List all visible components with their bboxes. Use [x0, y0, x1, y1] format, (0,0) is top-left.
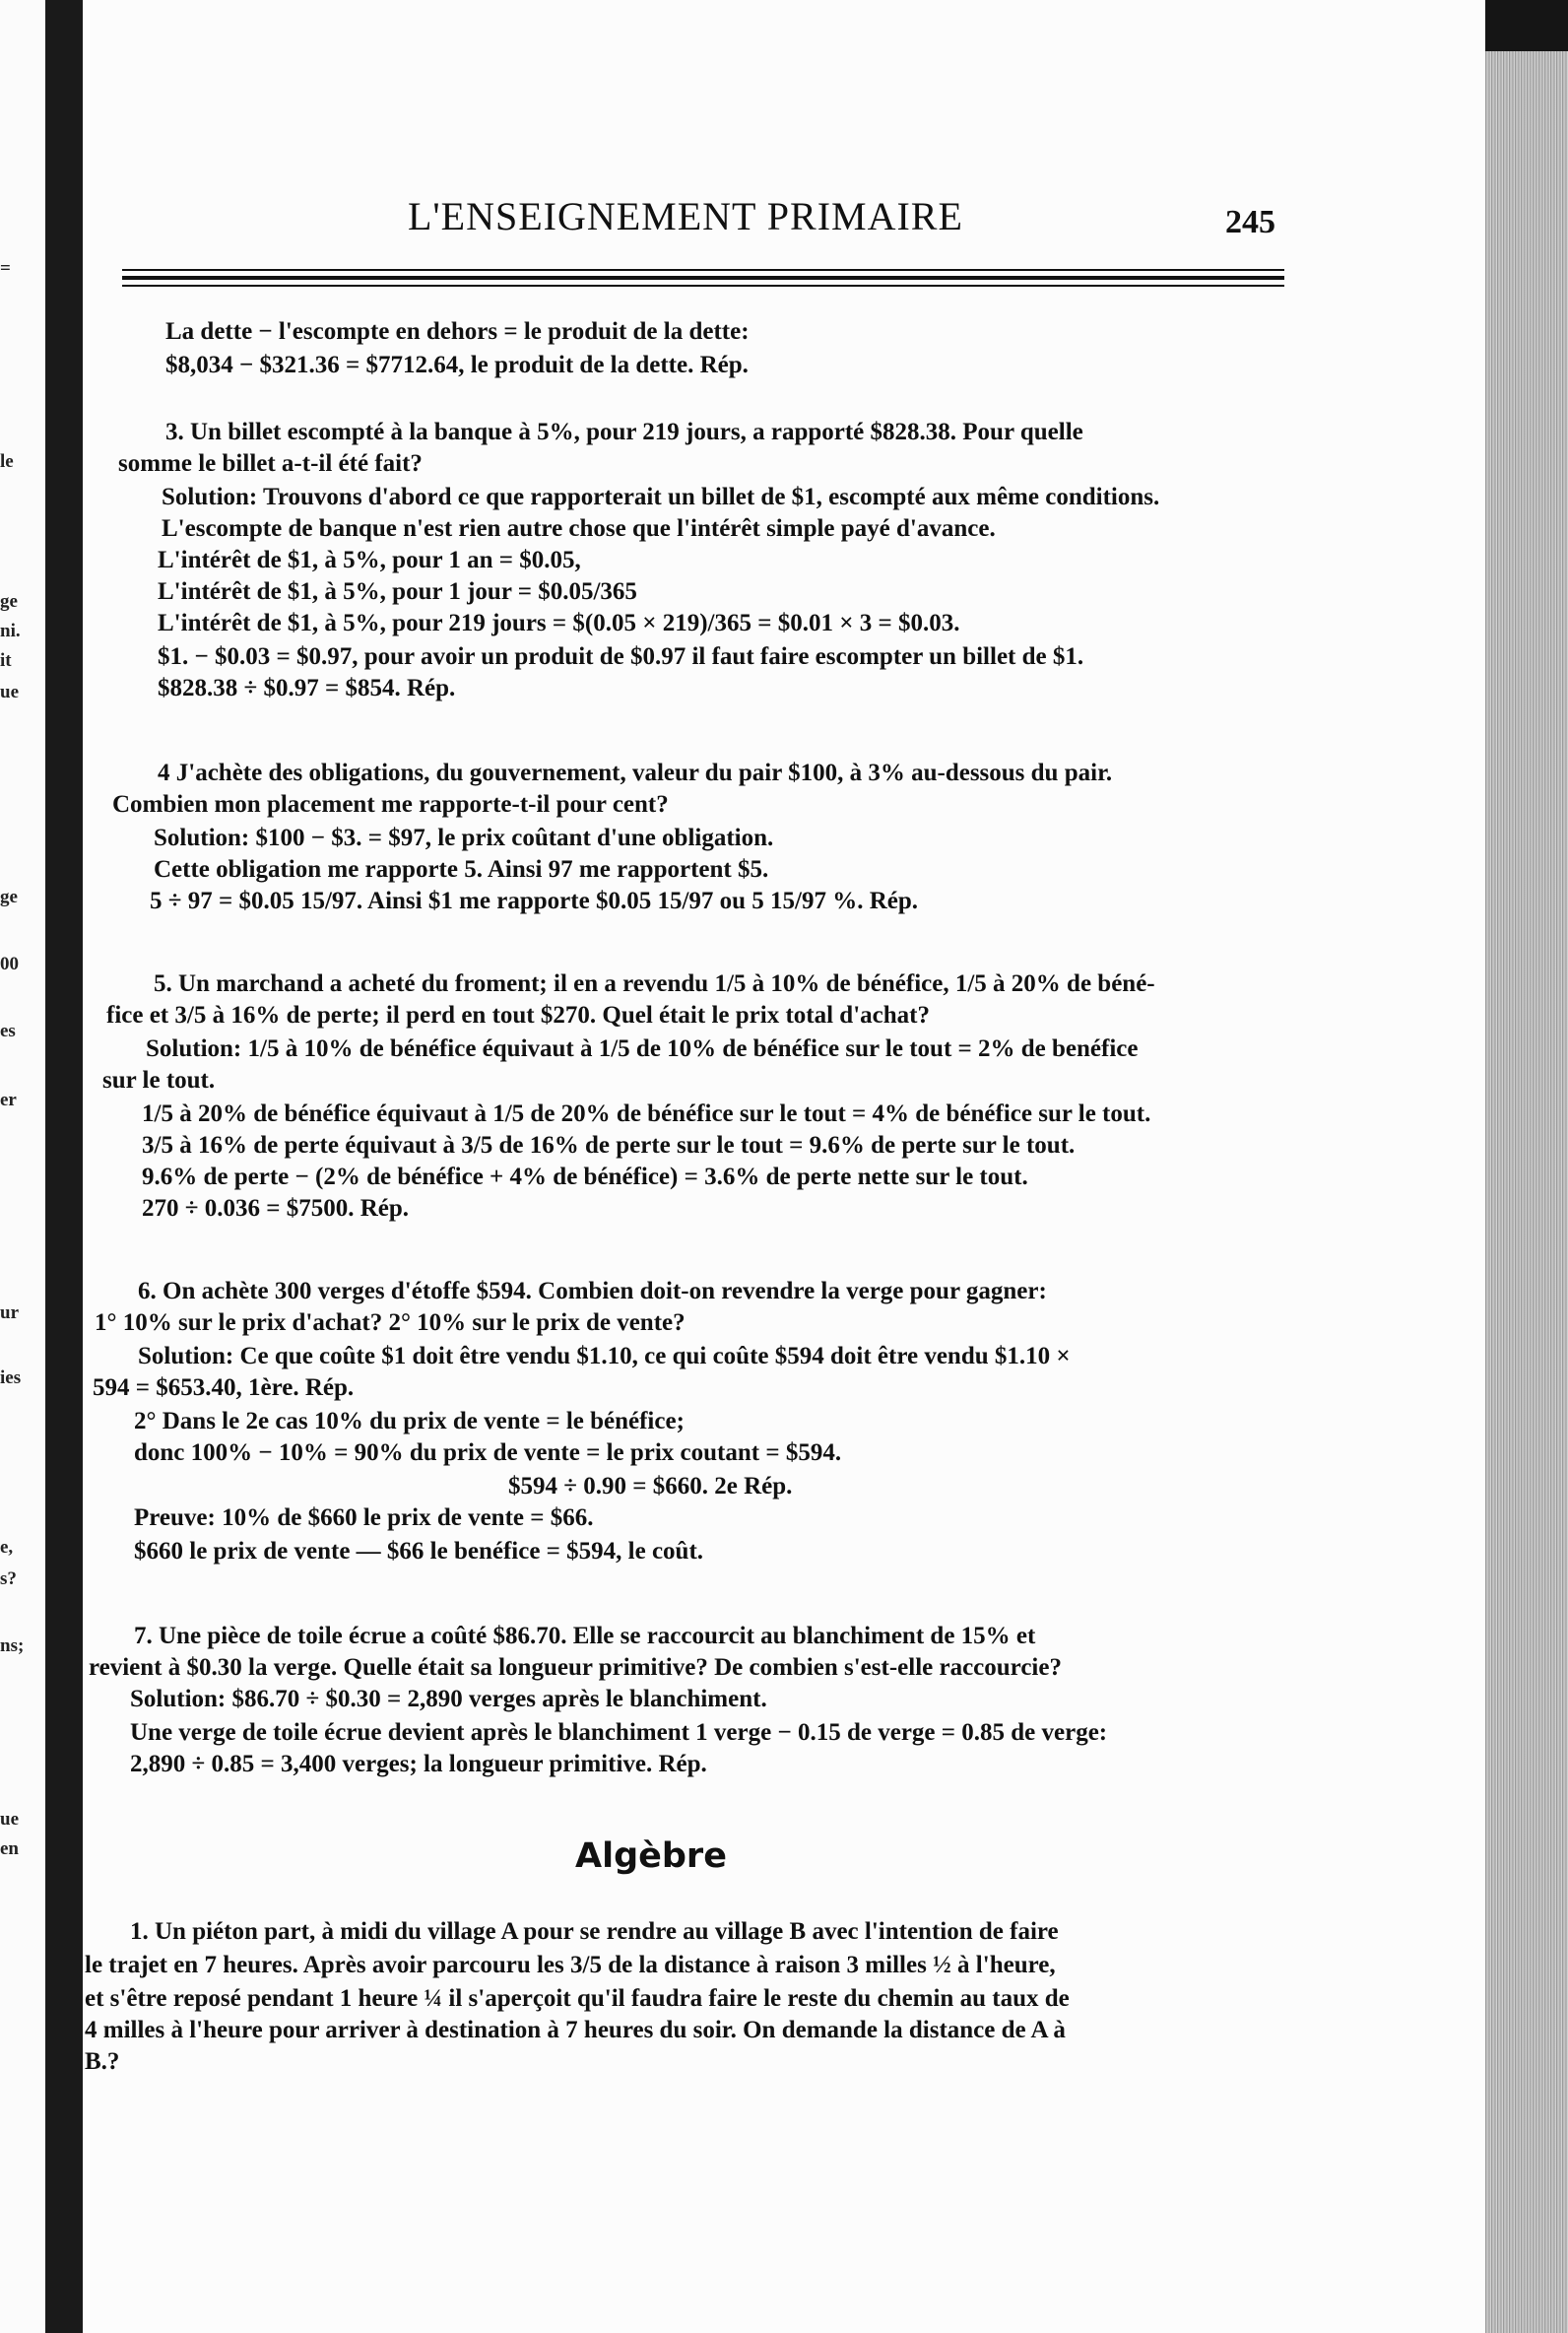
text-line: 5. Un marchand a acheté du froment; il en a revendu 1/5 à 10% de bénéfice, 1/5 à 20% de béné-: [154, 970, 1155, 997]
text-line: le trajet en 7 heures. Après avoir parcouru les 3/5 de la distance à raison 3 milles ½ à l'heure,: [85, 1952, 1056, 1978]
book-page: [83, 0, 1485, 2333]
margin-fragment: er: [0, 1090, 17, 1110]
margin-fragment: es: [0, 1021, 16, 1041]
text-line: 5 ÷ 97 = $0.05 15/97. Ainsi $1 me rapporte $0.05 15/97 ou 5 15/97 %. Rép.: [150, 888, 919, 914]
text-line: 4 milles à l'heure pour arriver à destination à 7 heures du soir. On demande la distance de A à: [85, 2017, 1066, 2043]
margin-fragment: ue: [0, 682, 19, 702]
text-line: donc 100% − 10% = 90% du prix de vente = le prix coutant = $594.: [134, 1439, 842, 1466]
margin-fragment: s?: [0, 1568, 17, 1589]
text-line: $8,034 − $321.36 = $7712.64, le produit de la dette. Rép.: [165, 352, 749, 378]
text-line: 594 = $653.40, 1ère. Rép.: [93, 1374, 355, 1401]
text-line: 1/5 à 20% de bénéfice équivaut à 1/5 de 20% de bénéfice sur le tout = 4% de bénéfice sur le tout.: [142, 1100, 1151, 1127]
text-line: 4 J'achète des obligations, du gouvernement, valeur du pair $100, à 3% au-dessous du pair.: [158, 760, 1113, 786]
facing-page-edge: [0, 0, 45, 2333]
header-rule: [122, 276, 1284, 280]
text-line: Solution: Ce que coûte $1 doit être vendu $1.10, ce qui coûte $594 doit être vendu $1.10 ×: [138, 1343, 1071, 1369]
text-line: Une verge de toile écrue devient après le blanchiment 1 verge − 0.15 de verge = 0.85 de verge:: [130, 1719, 1108, 1746]
margin-fragment: ni.: [0, 621, 21, 641]
text-line: sur le tout.: [102, 1067, 216, 1094]
page-number: 245: [1225, 204, 1275, 240]
margin-fragment: e,: [0, 1537, 14, 1558]
text-line: 6. On achète 300 verges d'étoffe $594. Combien doit-on revendre la verge pour gagner:: [138, 1278, 1047, 1304]
text-line: revient à $0.30 la verge. Quelle était sa longueur primitive? De combien s'est-elle raccourcie?: [89, 1654, 1062, 1681]
text-line: 3/5 à 16% de perte équivaut à 3/5 de 16% de perte sur le tout = 9.6% de perte sur le tout.: [142, 1132, 1076, 1159]
text-line: 1. Un piéton part, à midi du village A pour se rendre au village B avec l'intention de faire: [130, 1918, 1059, 1945]
text-line: $828.38 ÷ $0.97 = $854. Rép.: [158, 675, 456, 701]
text-line: Combien mon placement me rapporte-t-il pour cent?: [112, 791, 669, 818]
page-stack-edge: [1485, 51, 1568, 2333]
text-line: L'intérêt de $1, à 5%, pour 219 jours = $(0.05 × 219)/365 = $0.01 × 3 = $0.03.: [158, 610, 960, 636]
text-line: Preuve: 10% de $660 le prix de vente = $66.: [134, 1504, 594, 1531]
margin-fragment: ns;: [0, 1635, 25, 1656]
header-rule: [122, 285, 1284, 287]
text-line: 2,890 ÷ 0.85 = 3,400 verges; la longueur primitive. Rép.: [130, 1751, 707, 1777]
text-line: 7. Une pièce de toile écrue a coûté $86.70. Elle se raccourcit au blanchiment de 15% et: [134, 1623, 1036, 1649]
margin-fragment: 00: [0, 954, 19, 974]
text-line: $660 le prix de vente — $66 le benéfice = $594, le coût.: [134, 1538, 704, 1565]
text-line: $594 ÷ 0.90 = $660. 2e Rép.: [508, 1473, 793, 1500]
margin-fragment: le: [0, 451, 14, 472]
text-line: et s'être reposé pendant 1 heure ¼ il s'aperçoit qu'il faudra faire le reste du chemin au taux de: [85, 1985, 1070, 2012]
text-line: 270 ÷ 0.036 = $7500. Rép.: [142, 1195, 410, 1222]
text-line: somme le billet a-t-il été fait?: [118, 450, 423, 477]
text-line: 9.6% de perte − (2% de bénéfice + 4% de bénéfice) = 3.6% de perte nette sur le tout.: [142, 1164, 1028, 1190]
text-line: 3. Un billet escompté à la banque à 5%, pour 219 jours, a rapporté $828.38. Pour quelle: [165, 419, 1083, 445]
text-line: Solution: $86.70 ÷ $0.30 = 2,890 verges après le blanchiment.: [130, 1686, 767, 1712]
section-title: Algèbre: [575, 1836, 727, 1876]
margin-fragment: ge: [0, 887, 18, 907]
running-title: L'ENSEIGNEMENT PRIMAIRE: [408, 194, 963, 238]
margin-fragment: en: [0, 1838, 19, 1859]
text-line: 1° 10% sur le prix d'achat? 2° 10% sur le prix de vente?: [95, 1309, 686, 1336]
text-line: Solution: Trouvons d'abord ce que rapporterait un billet de $1, escompté aux même conditions.: [162, 484, 1160, 510]
header-rule: [122, 269, 1284, 271]
background-corner: [1473, 0, 1568, 55]
text-line: L'intérêt de $1, à 5%, pour 1 an = $0.05,: [158, 547, 581, 573]
text-line: Cette obligation me rapporte 5. Ainsi 97 me rapportent $5.: [154, 856, 769, 883]
text-line: $1. − $0.03 = $0.97, pour avoir un produit de $0.97 il faut faire escompter un billet de $1.: [158, 643, 1084, 670]
book-gutter: [45, 0, 85, 2333]
margin-fragment: ies: [0, 1367, 22, 1388]
text-line: fice et 3/5 à 16% de perte; il perd en tout $270. Quel était le prix total d'achat?: [106, 1002, 930, 1029]
margin-fragment: =: [0, 258, 11, 279]
margin-fragment: ue: [0, 1809, 19, 1830]
margin-fragment: ge: [0, 591, 18, 612]
text-line: Solution: $100 − $3. = $97, le prix coûtant d'une obligation.: [154, 825, 774, 851]
text-line: 2° Dans le 2e cas 10% du prix de vente = le bénéfice;: [134, 1408, 685, 1434]
text-line: L'intérêt de $1, à 5%, pour 1 jour = $0.05/365: [158, 578, 637, 605]
text-line: L'escompte de banque n'est rien autre chose que l'intérêt simple payé d'avance.: [162, 515, 996, 542]
text-line: La dette − l'escompte en dehors = le produit de la dette:: [165, 318, 750, 345]
text-line: Solution: 1/5 à 10% de bénéfice équivaut à 1/5 de 10% de bénéfice sur le tout = 2% de benéfice: [146, 1035, 1139, 1062]
margin-fragment: it: [0, 650, 12, 671]
text-line: B.?: [85, 2048, 120, 2075]
margin-fragment: ur: [0, 1302, 19, 1323]
